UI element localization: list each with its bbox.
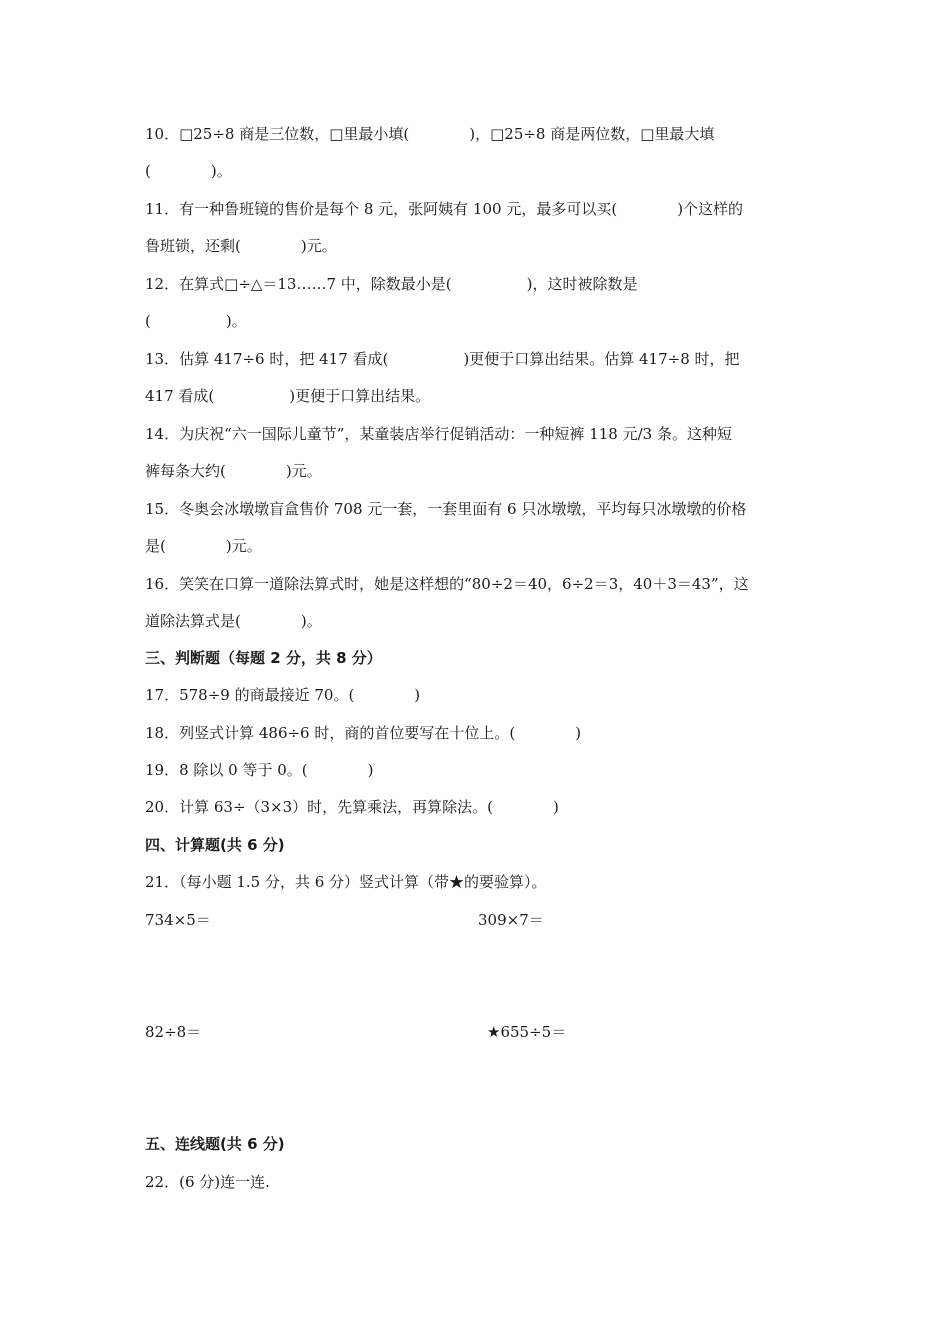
- calc-309x7: 309×7＝: [478, 911, 544, 929]
- calc-734x5: 734×5＝: [145, 911, 211, 929]
- section-heading-judgement: 三、判断题（每题 2 分，共 8 分）: [145, 649, 382, 667]
- section-heading-calculation: 四、计算题(共 6 分): [145, 836, 285, 854]
- question-13-line-2: 417 看成( )更便于口算出结果。: [145, 387, 431, 405]
- question-11-line-1: 11．有一种鲁班镜的售价是每个 8 元，张阿姨有 100 元，最多可以买( )个这样的: [145, 200, 744, 218]
- question-10-line-2: ( )。: [145, 162, 232, 180]
- question-14-line-2: 裤每条大约( )元。: [145, 462, 322, 480]
- question-17: 17．578÷9 的商最接近 70。( ): [145, 686, 421, 704]
- question-18: 18．列竖式计算 486÷6 时，商的首位要写在十位上。( ): [145, 724, 582, 742]
- question-16-line-2: 道除法算式是( )。: [145, 612, 322, 630]
- question-12-line-1: 12．在算式□÷△＝13……7 中，除数最小是( )，这时被除数是: [145, 275, 638, 293]
- question-21-title: 21．（每小题 1.5 分，共 6 分）竖式计算（带★的要验算）。: [145, 873, 547, 891]
- section-heading-matching: 五、连线题(共 6 分): [145, 1135, 285, 1153]
- question-14-line-1: 14．为庆祝“六一国际儿童节”，某童装店举行促销活动：一种短裤 118 元/3 条。这种短: [145, 425, 732, 443]
- question-13-line-1: 13．估算 417÷6 时，把 417 看成( )更便于口算出结果。估算 417÷8 时，把: [145, 350, 740, 368]
- question-15-line-1: 15．冬奥会冰墩墩盲盒售价 708 元一套，一套里面有 6 只冰墩墩，平均每只冰墩墩的价格: [145, 500, 747, 518]
- question-10-line-1: 10．□25÷8 商是三位数，□里最小填( )，□25÷8 商是两位数，□里最大填: [145, 125, 715, 143]
- question-11-line-2: 鲁班锁，还剩( )元。: [145, 237, 337, 255]
- question-19: 19．8 除以 0 等于 0。( ): [145, 761, 374, 779]
- question-16-line-1: 16．笑笑在口算一道除法算式时，她是这样想的“80÷2＝40，6÷2＝3，40＋3＝43”，这: [145, 575, 749, 593]
- question-20: 20．计算 63÷（3×3）时，先算乘法，再算除法。( ): [145, 798, 559, 816]
- calc-82div8: 82÷8＝: [145, 1023, 202, 1041]
- question-22: 22．(6 分)连一连.: [145, 1173, 270, 1191]
- question-12-line-2: ( )。: [145, 312, 247, 330]
- question-15-line-2: 是( )元。: [145, 537, 262, 555]
- calc-655div5-star: ★655÷5＝: [487, 1023, 567, 1041]
